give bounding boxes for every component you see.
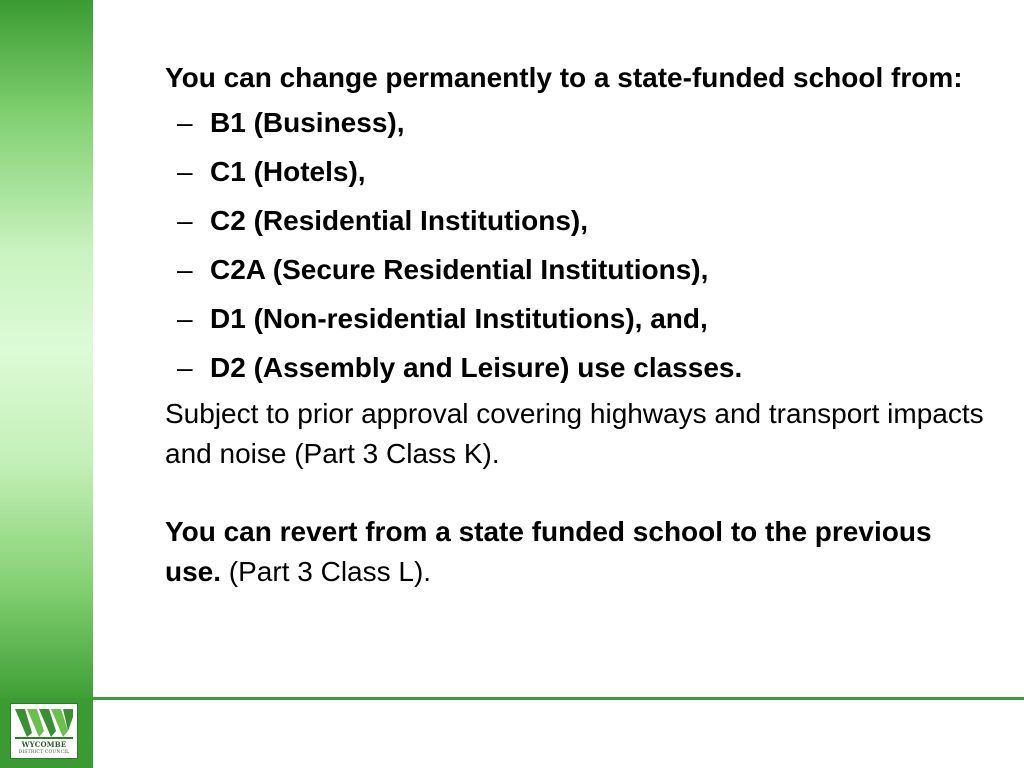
- logo-subtitle-text: DISTRICT COUNCIL: [18, 750, 70, 755]
- list-item-text: D2 (Assembly and Leisure) use classes.: [210, 352, 743, 383]
- revert-bold-text: You can revert from a state funded school to the previous use.: [165, 516, 932, 587]
- bullet-dash: –: [177, 303, 193, 334]
- list-item: [165, 147, 985, 196]
- revert-normal-text: (Part 3 Class L).: [221, 556, 432, 587]
- bullet-dash: –: [177, 205, 193, 236]
- list-item: [165, 245, 985, 294]
- use-class-list: [165, 98, 985, 392]
- revert-text: [165, 512, 985, 592]
- list-item-text: B1 (Business),: [210, 107, 405, 138]
- bullet-dash: –: [177, 352, 193, 383]
- bullet-dash: –: [177, 107, 193, 138]
- intro-text: You can change permanently to a state-funded school from:: [165, 62, 963, 93]
- bullet-dash: –: [177, 254, 193, 285]
- list-item: [165, 343, 985, 392]
- list-item-text: C2 (Residential Institutions),: [210, 205, 589, 236]
- list-item: [165, 196, 985, 245]
- side-gradient-bar: [0, 0, 93, 698]
- footer-divider: [93, 697, 1024, 700]
- slide-content: [165, 58, 985, 592]
- wycombe-w-logo-icon: [15, 707, 73, 739]
- prior-approval-text: Subject to prior approval covering highways and transport impacts and noise (Part 3 Class K).: [165, 398, 984, 469]
- list-item-text: D1 (Non-residential Institutions), and,: [210, 303, 708, 334]
- list-item-text: C1 (Hotels),: [210, 156, 366, 187]
- council-logo: [10, 703, 78, 759]
- list-item: [165, 294, 985, 343]
- bullet-dash: –: [177, 156, 193, 187]
- list-item-text: C2A (Secure Residential Institutions),: [210, 254, 709, 285]
- list-item: [165, 98, 985, 147]
- logo-name-text: WYCOMBE: [21, 740, 67, 749]
